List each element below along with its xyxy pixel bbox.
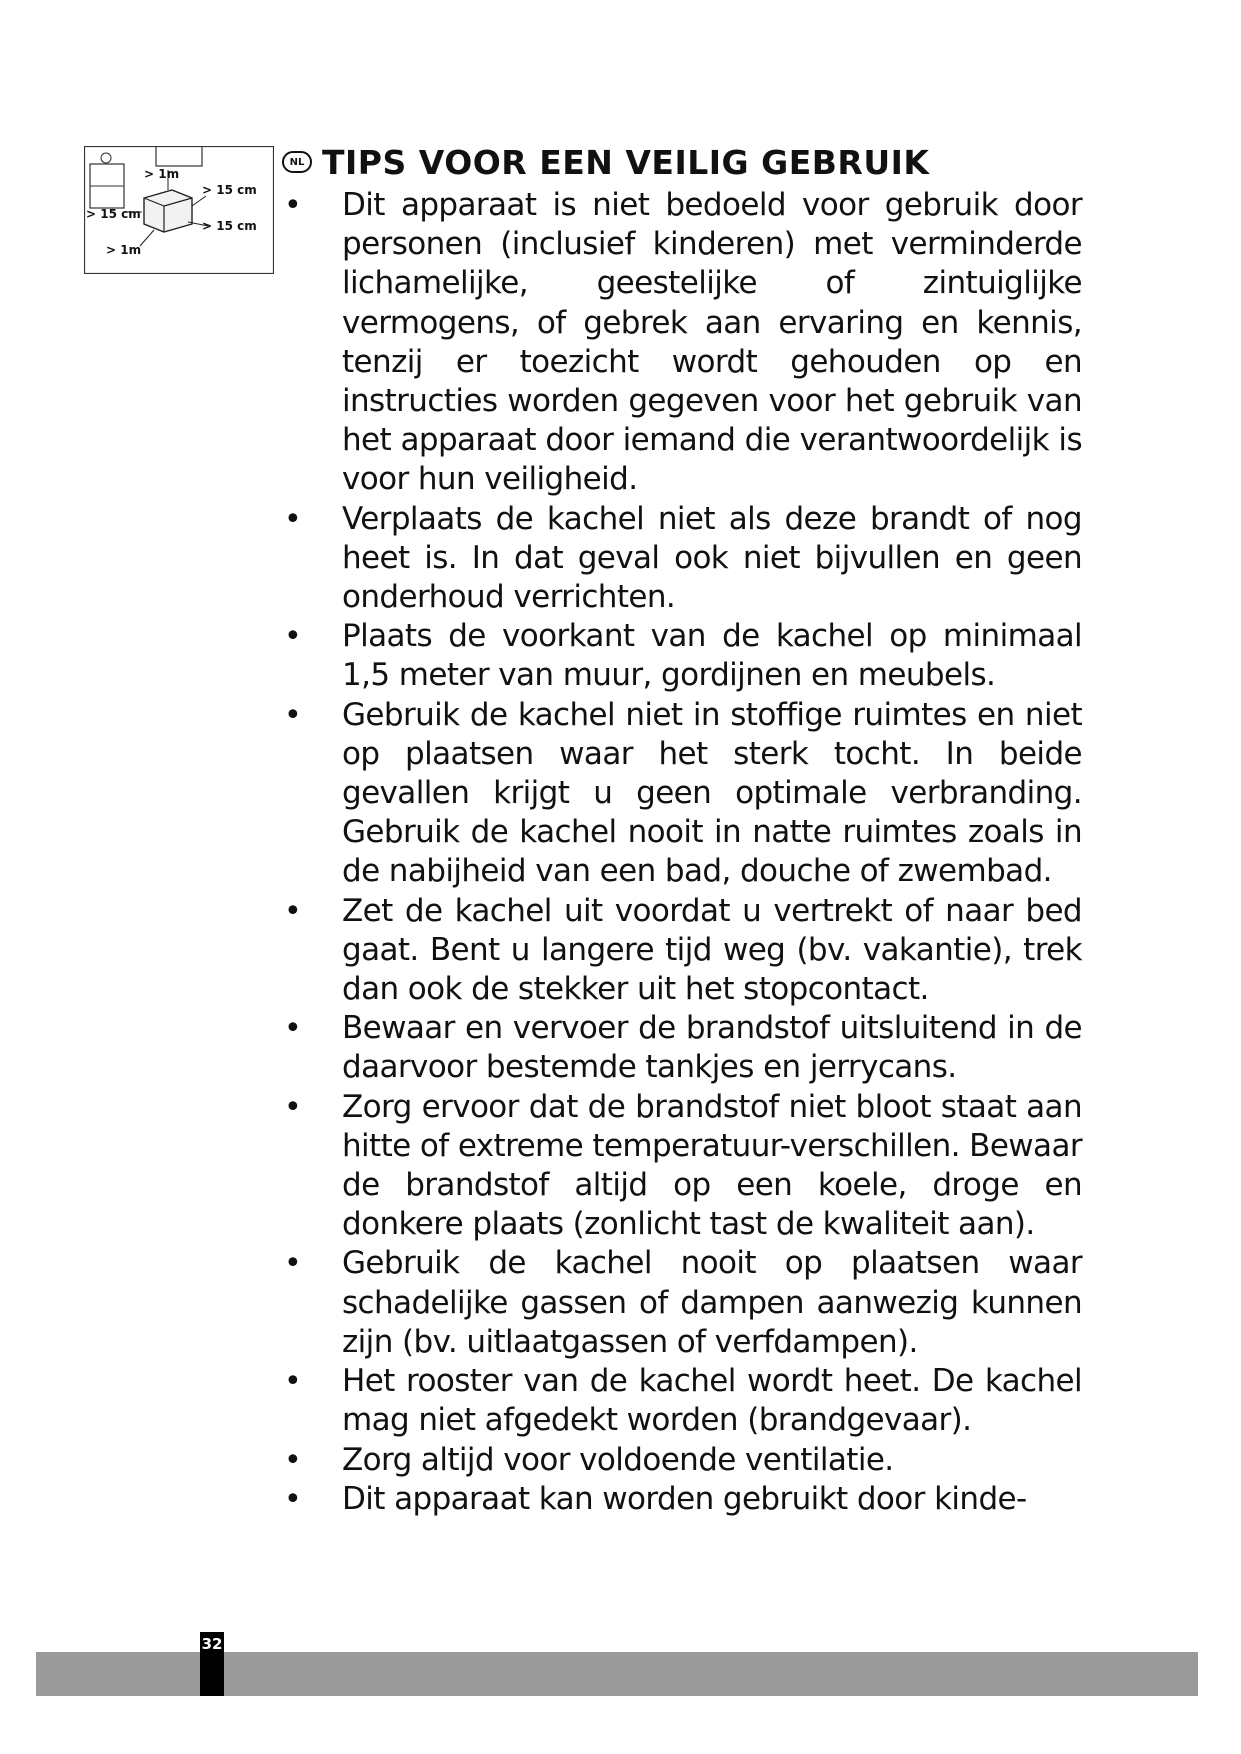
label-top: > 1m bbox=[144, 167, 180, 181]
label-left: > 15 cm bbox=[86, 207, 141, 221]
tip-item: • Gebruik de kachel nooit op plaatsen waar schadelijke gassen of dampen aanwezig kunnen zijn (bv. uitlaatgassen of verfdampen). bbox=[284, 1245, 1082, 1360]
label-right-top: > 15 cm bbox=[202, 183, 257, 197]
tip-item: • Gebruik de kachel niet in stoffige ruimtes en niet op plaatsen waar het sterk tocht. In beide gevallen krijgt u geen optimale verbranding. Gebruik de kachel nooit in natte ruimtes zoals in de nabijheid van een bad, douche of zwembad. bbox=[284, 696, 1082, 890]
tip-item: • Het rooster van de kachel wordt heet. De kachel mag niet afgedekt worden (brandgevaar). bbox=[284, 1363, 1082, 1439]
tip-item: • Verplaats de kachel niet als deze brandt of nog heet is. In dat geval ook niet bijvullen en geen onderhoud verrichten. bbox=[284, 500, 1082, 616]
tip-item: • Zet de kachel uit voordat u vertrekt of naar bed gaat. Bent u langere tijd weg (bv. vakantie), trek dan ook de stekker uit het stopcontact. bbox=[284, 892, 1082, 1008]
bullet-icon: • bbox=[284, 1442, 302, 1478]
bullet-icon: • bbox=[284, 1089, 302, 1125]
bullet-icon: • bbox=[284, 1246, 302, 1282]
label-bottom: > 1m bbox=[106, 243, 142, 257]
language-badge-icon: NL bbox=[282, 151, 312, 173]
bullet-icon: • bbox=[284, 501, 302, 537]
clearance-illustration bbox=[84, 146, 274, 274]
safety-tips-section bbox=[282, 138, 1132, 1519]
clearance-diagram bbox=[84, 146, 274, 274]
bullet-icon: • bbox=[284, 1011, 302, 1047]
bullet-icon: • bbox=[284, 619, 302, 655]
bullet-icon: • bbox=[284, 1481, 302, 1517]
page-number: 32 bbox=[200, 1632, 224, 1696]
tip-item: • Bewaar en vervoer de brandstof uitsluitend in de daarvoor bestemde tankjes en jerrycans. bbox=[284, 1010, 1082, 1086]
tips-list bbox=[282, 186, 1132, 1519]
bullet-icon: • bbox=[284, 697, 302, 733]
tip-item: • Dit apparaat is niet bedoeld voor gebruik door personen (inclusief kinderen) met verminderde lichamelijke, geestelijke of zintuiglijke vermogens, of gebrek aan ervaring en kennis, tenzij er toezicht wordt gehouden op en instructies worden gegeven voor het gebruik van het apparaat door iemand die verantwoordelijk is voor hun veiligheid. bbox=[284, 187, 1082, 498]
tip-item: • Plaats de voorkant van de kachel op minimaal 1,5 meter van muur, gordijnen en meubels. bbox=[284, 618, 1082, 694]
section-title: TIPS VOOR EEN VEILIG GEBRUIK bbox=[322, 142, 930, 182]
bullet-icon: • bbox=[284, 188, 302, 223]
tip-item: • Zorg altijd voor voldoende ventilatie. bbox=[282, 1441, 1082, 1480]
bullet-icon: • bbox=[284, 893, 302, 929]
tip-item: • Zorg ervoor dat de brandstof niet bloot staat aan hitte of extreme temperatuur-verschillen. Bewaar de brandstof altijd op een koele, droge en donkere plaats (zonlicht tast de kwaliteit aan). bbox=[284, 1088, 1082, 1243]
tip-item: • Dit apparaat kan worden gebruikt door kinde- bbox=[282, 1480, 1082, 1519]
label-right-bottom: > 15 cm bbox=[202, 219, 257, 233]
section-header bbox=[282, 138, 1132, 186]
bullet-icon: • bbox=[284, 1364, 302, 1400]
